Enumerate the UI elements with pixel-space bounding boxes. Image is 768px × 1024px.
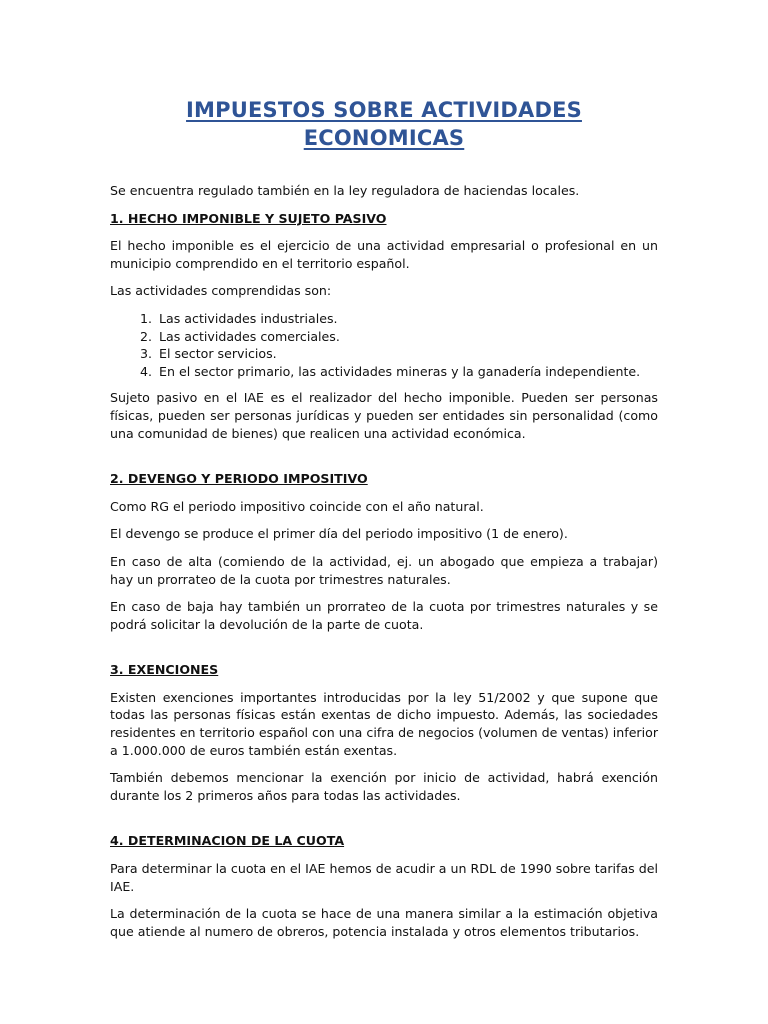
section-4-paragraph-2: La determinación de la cuota se hace de una manera similar a la estimación objetiva que atiende al numero de obreros, potencia instalada y otros elementos tributarios. — [110, 906, 658, 939]
section-3-paragraph-1: Existen exenciones importantes introducidas por la ley 51/2002 y que supone que todas las personas físicas están exentas de dicho impuesto. Además, las sociedades residentes en territorio español con una cifra de negocios (volumen de ventas) inferior a 1.000.000 de euros también están exentas. — [110, 689, 658, 758]
section-1-paragraph-1: El hecho imponible es el ejercicio de una actividad empresarial o profesional en un municipio comprendido en el territorio español. — [110, 238, 658, 271]
section-2-paragraph-4: En caso de baja hay también un prorrateo de la cuota por trimestres naturales y se podrá solicitar la devolución de la parte de cuota. — [110, 599, 658, 632]
section-3-heading: 3. EXENCIONES — [110, 662, 219, 678]
section-2-paragraph-3: En caso de alta (comiendo de la actividad, ej. un abogado que empieza a trabajar) hay un prorrateo de la cuota por trimestres naturales. — [110, 553, 658, 587]
section-2-paragraph-2: El devengo se produce el primer día del periodo impositivo (1 de enero). — [110, 526, 568, 542]
activities-list — [110, 310, 658, 380]
list-item: 3. El sector servicios. — [156, 345, 658, 363]
section-1-paragraph-3: Sujeto pasivo en el IAE es el realizador del hecho imponible. Pueden ser personas físicas, pueden ser personas jurídicas y pueden ser entidades sin personalidad (como una comunidad de bienes) que realicen una actividad económica. — [110, 390, 658, 441]
intro-paragraph: Se encuentra regulado también en la ley reguladora de haciendas locales. — [110, 183, 580, 198]
section-4-heading: 4. DETERMINACION DE LA CUOTA — [110, 833, 345, 849]
section-3-paragraph-2: También debemos mencionar la exención por inicio de actividad, habrá exención durante los 2 primeros años para todas las actividades. — [110, 770, 658, 803]
list-item: 4. En el sector primario, las actividades mineras y la ganadería independiente. — [156, 363, 658, 381]
list-item: 1. Las actividades industriales. — [156, 310, 658, 328]
list-item: 2. Las actividades comerciales. — [156, 328, 658, 346]
section-1-paragraph-2: Las actividades comprendidas son: — [110, 283, 332, 299]
section-2-paragraph-1: Como RG el periodo impositivo coincide con el año natural. — [110, 498, 484, 514]
section-2-heading: 2. DEVENGO Y PERIODO IMPOSITIVO — [110, 471, 368, 487]
section-4-paragraph-1: Para determinar la cuota en el IAE hemos de acudir a un RDL de 1990 sobre tarifas del IAE. — [110, 861, 658, 894]
document-title: IMPUESTOS SOBRE ACTIVIDADES ECONOMICAS — [186, 98, 582, 150]
section-1-heading: 1. HECHO IMPONIBLE Y SUJETO PASIVO — [110, 210, 387, 226]
